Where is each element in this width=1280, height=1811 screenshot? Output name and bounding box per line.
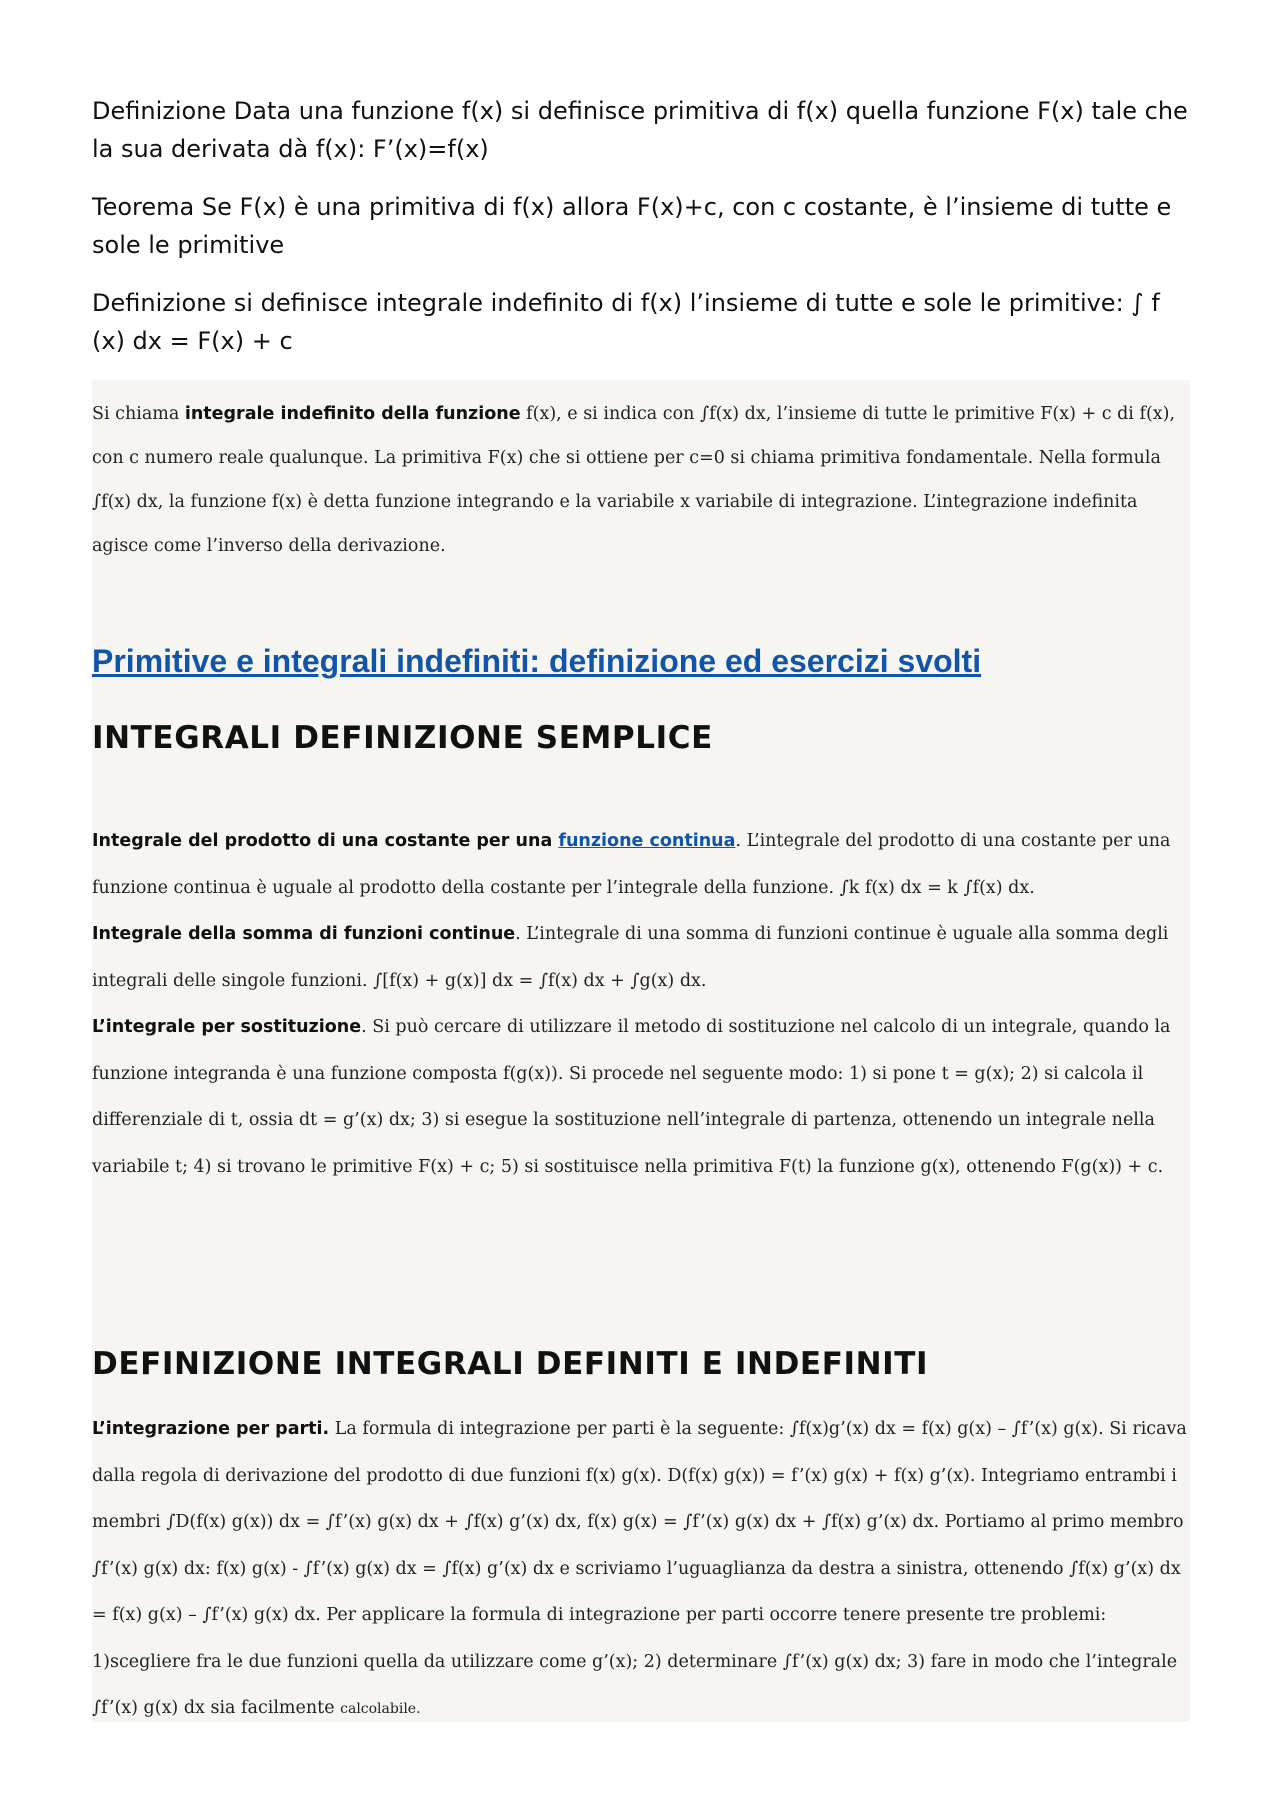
funzione-continua-link[interactable]: funzione continua [558, 831, 736, 851]
rule2-title: Integrale della somma di funzioni continue [92, 924, 516, 944]
definition-bold: integrale indefinito della funzione [184, 404, 521, 424]
intro-theorem: Teorema Se F(x) è una primitiva di f(x) allora F(x)+c, con c costante, è l’insieme di tutte e sole le primitive [92, 193, 1172, 259]
parts-text: La formula di integrazione per parti è la seguente: ∫f(x)g’(x) dx = f(x) g(x) – ∫f’(x) g(x). Si ricava dalla regola di derivazione del prodotto di due funzioni f(x) g(x). D(f(x) g(x)) = f’(x) g(x) + f(x) g’(x). Integriamo entrambi i membri ∫D(f(x) g(x)) dx = ∫f’(x) g(x) dx + ∫f(x) g’(x) dx, f(x) g(x) = ∫f’(x) g(x) dx + ∫f(x) g’(x) dx. Portiamo al primo membro ∫f’(x) g(x) dx: f(x) g(x) - ∫f’(x) g(x) dx = ∫f(x) g’(x) dx e scriviamo l’uguaglianza da destra a sinistra, ottenendo ∫f(x) g’(x) dx = f(x) g(x) – ∫f’(x) g(x) dx. Per applicare la formula di integrazione per parti occorre tenere presente tre problemi: 1)scegliere fra le due funzioni quella da utilizzare come g’(x); 2) determinare ∫f’(x) g(x) dx; 3) fare in modo che l’integrale ∫f’(x) g(x) dx sia facilmente [92, 1419, 1187, 1718]
section-link[interactable]: Primitive e integrali indefiniti: definizione ed esercizi svolti [92, 643, 982, 679]
intro-definition-integral: Definizione si definisce integrale indefinito di f(x) l’insieme di tutte e sole le primitive: ∫ f (x) dx = F(x) + c [92, 289, 1160, 355]
definition-lead: Si chiama [92, 404, 185, 424]
rule1-title: Integrale del prodotto di una costante per una [92, 831, 559, 851]
rules-paragraph [92, 818, 1188, 1190]
heading-integrali-definiti: DEFINIZIONE INTEGRALI DEFINITI E INDEFINITI [92, 1346, 929, 1382]
heading-integrali-definizione: INTEGRALI DEFINIZIONE SEMPLICE [92, 720, 713, 756]
parts-title: L’integrazione per parti. [92, 1419, 330, 1439]
intro-definition-primitive: Definizione Data una funzione f(x) si definisce primitiva di f(x) quella funzione F(x) tale che la sua derivata dà f(x): F’(x)=f(x) [92, 97, 1188, 163]
rule3-title: L’integrale per sostituzione [92, 1017, 362, 1037]
rule2-text: . L’integrale di una somma di funzioni continue è uguale alla somma degli integrali delle singole funzioni. ∫[f(x) + g(x)] dx = ∫f(x) dx + ∫g(x) dx. [92, 924, 1169, 991]
rule3-text: . Si può cercare di utilizzare il metodo di sostituzione nel calcolo di un integrale, quando la funzione integranda è una funzione composta f(g(x)). Si procede nel seguente modo: 1) si pone t = g(x); 2) si calcola il differenziale di t, ossia dt = g’(x) dx; 3) si esegue la sostituzione nell’integrale di partenza, ottenendo un integrale nella variabile t; 4) si trovano le primitive F(x) + c; 5) si sostituisce nella primitiva F(t) la funzione g(x), ottenendo F(g(x)) + c. [92, 1017, 1171, 1177]
parts-tail: calcolabile. [340, 1701, 421, 1717]
parts-paragraph [92, 1406, 1188, 1733]
definition-paragraph [92, 392, 1188, 568]
definition-text: f(x), e si indica con ∫f(x) dx, l’insieme di tutte le primitive F(x) + c di f(x), con c numero reale qualunque. La primitiva F(x) che si ottiene per c=0 si chiama primitiva fondamentale. Nella formula ∫f(x) dx, la funzione f(x) è detta funzione integrando e la variabile x variabile di integrazione. L’integrazione indefinita agisce come l’inverso della derivazione. [92, 404, 1176, 556]
rule1-text: . L’integrale del prodotto di una costante per una funzione continua è uguale al prodotto della costante per l’integrale della funzione. ∫k f(x) dx = k ∫f(x) dx. [92, 831, 1171, 898]
